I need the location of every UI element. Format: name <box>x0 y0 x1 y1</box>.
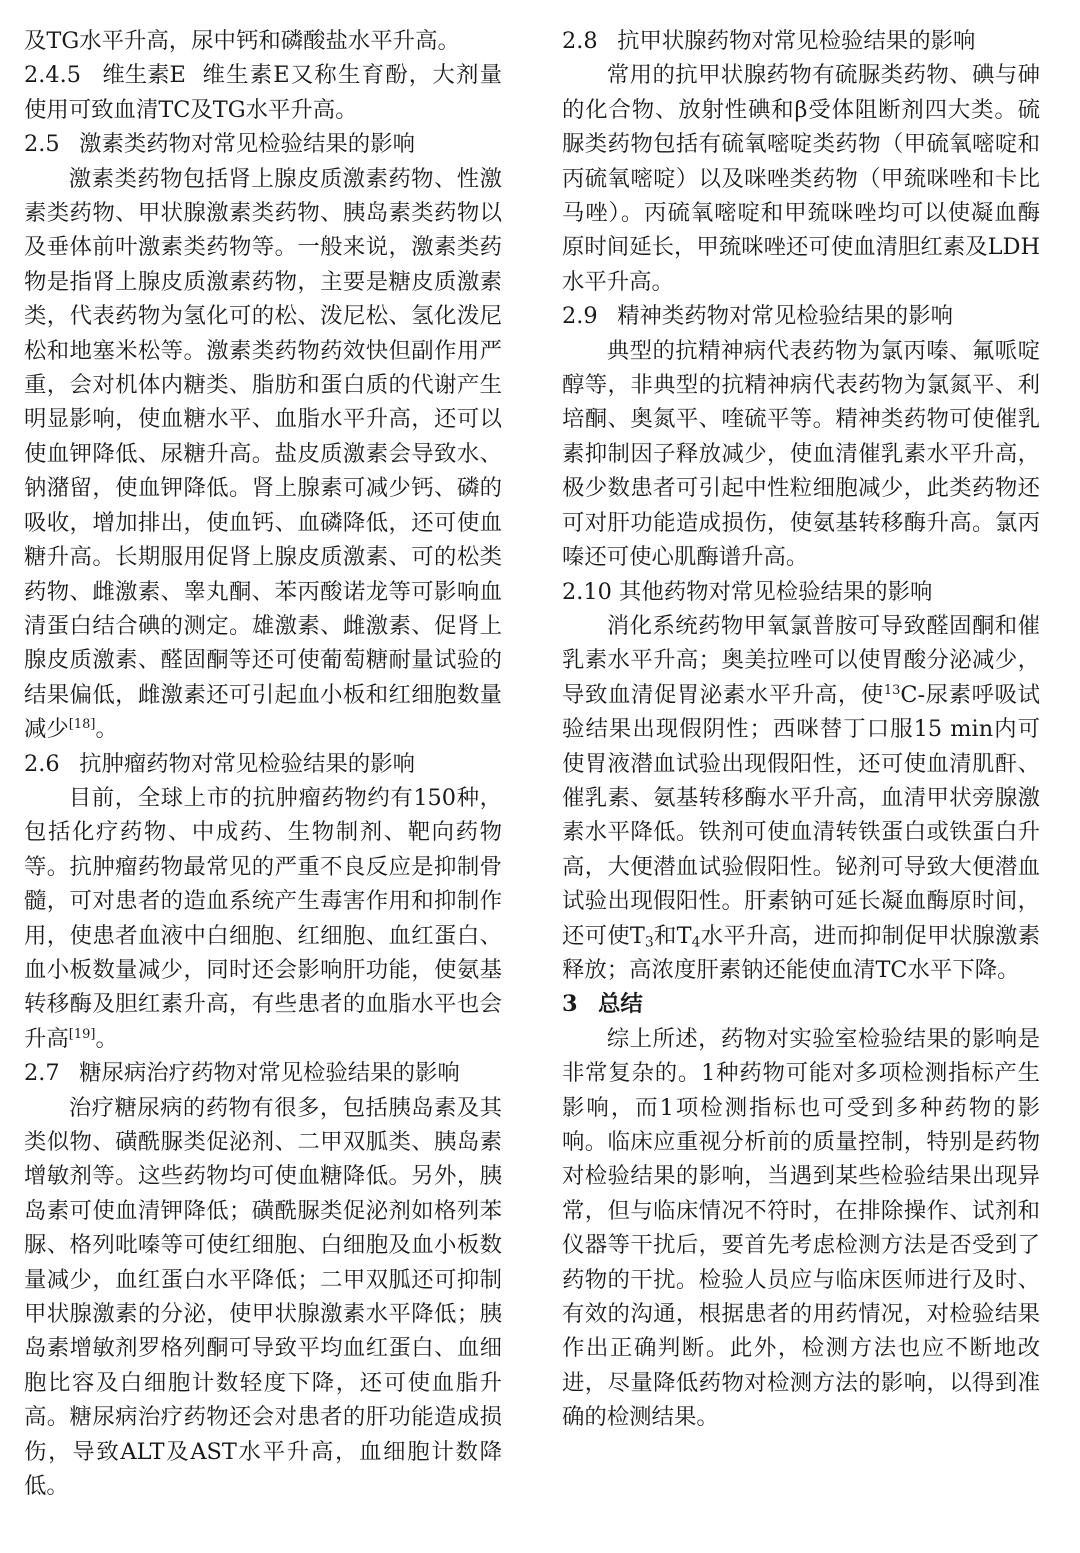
paragraph-2-5 <box>24 162 502 747</box>
heading-number: 2.7 <box>24 1060 60 1087</box>
heading-title: 抗肿瘤药物对常见检验结果的影响 <box>79 750 415 777</box>
heading-number: 2.10 <box>562 578 612 605</box>
heading-title: 激素类药物对常见检验结果的影响 <box>79 131 415 158</box>
heading-title: 其他药物对常见检验结果的影响 <box>618 578 933 605</box>
right-column <box>562 24 1040 1435</box>
heading-title: 精神类药物对常见检验结果的影响 <box>617 303 953 330</box>
paragraph-text: 激素类药物包括肾上腺皮质激素药物、性激素类药物、甲状腺激素类药物、胰岛素类药物以及垂体前叶激素类药物等。一般来说，激素类药物是指肾上腺皮质激素药物，主要是糖皮质激素类，代表药物为氢化可的松、泼尼松、氢化泼尼松和地塞米松等。激素类药物药效快但副作用严重，会对机体内糖类、脂肪和蛋白质的代谢产生明显影响，使血糖水平、血脂水平升高，还可以使血钾降低、尿糖升高。盐皮质激素会导致水、钠潴留，使血钾降低。肾上腺素可减少钙、磷的吸收，增加排出，使血钙、血磷降低，还可使血糖升高。长期服用促肾上腺皮质激素、可的松类药物、雌激素、睾丸酮、苯丙酸诺龙等可影响血清蛋白结合碘的测定。雄激素、雌激素、促肾上腺皮质激素、醛固酮等还可使葡萄糖耐量试验的结果偏低，雌激素还可引起血小板和红细胞数量减少 <box>24 165 502 743</box>
heading-number: 2.4.5 <box>24 62 81 89</box>
paragraph-3: 综上所述，药物对实验室检验结果的影响是非常复杂的。1种药物可能对多项检测指标产生影响，而1项检测指标也可受到多种药物的影响。临床应重视分析前的质量控制，特别是药物对检验结果的影响，当遇到某些检验结果出现异常，但与临床情况不符时，在排除操作、试剂和仪器等干扰后，要首先考虑检测方法是否受到了药物的干扰。检验人员应与临床医师进行及时、有效的沟通，根据患者的用药情况，对检验结果作出正确判断。此外，检测方法也应不断地改进，尽量降低药物对检测方法的影响，以得到准确的检测结果。 <box>562 1025 1040 1431</box>
paragraph-2-10 <box>562 609 1040 987</box>
heading-number: 2.9 <box>562 303 598 330</box>
heading-title: 维生素E <box>102 62 186 89</box>
subsection-text: 维生素E又称生育酚，大剂量使用可致血清TC及TG水平升高。 <box>24 62 502 123</box>
subscript-3: 3 <box>644 934 654 951</box>
reference-19: [19] <box>68 1026 96 1042</box>
section-heading-2-10 <box>562 575 1040 609</box>
heading-number: 2.8 <box>562 28 598 54</box>
subsection-heading <box>24 58 186 92</box>
paragraph-text: 目前，全球上市的抗肿瘤药物约有150种，包括化疗药物、中成药、生物制剂、靶向药物等。抗肿瘤药物最常见的严重不良反应是抑制骨髓，可对患者的造血系统产生毒害作用和抑制作用，使患者血液中白细胞、红细胞、血红蛋白、血小板数量减少，同时还会影响肝功能，使氨基转移酶及胆红素升高，有些患者的血脂水平也会升高 <box>24 784 502 1052</box>
paragraph-continued: 及TG水平升高，尿中钙和磷酸盐水平升高。 <box>24 28 460 54</box>
reference-18: [18] <box>68 717 96 733</box>
left-column <box>24 24 502 1503</box>
paragraph-2-8: 常用的抗甲状腺药物有硫脲类药物、碘与砷的化合物、放射性碘和β受体阻断剂四大类。硫脲类药物包括有硫氧嘧啶类药物（甲硫氧嘧啶和丙硫氧嘧啶）以及咪唑类药物（甲巯咪唑和卡比马唑）。丙硫氧嘧啶和甲巯咪唑均可以使凝血酶原时间延长，甲巯咪唑还可使血清胆红素及LDH水平升高。 <box>562 62 1040 295</box>
paragraph-text: 和T <box>653 922 692 949</box>
subscript-4: 4 <box>691 934 701 951</box>
section-heading-2-5 <box>24 127 502 161</box>
paragraph-text: C-尿素呼吸试验结果出现假阴性；西咪替丁口服15 min内可使胃液潜血试验出现假阳性，还可使血清肌酐、催乳素、氨基转移酶水平升高，血清甲状旁腺激素水平降低。铁剂可使血清转铁蛋白或铁蛋白升高，大便潜血试验假阳性。铋剂可导致大便潜血试验出现假阳性。肝素钠可延长凝血酶原时间，还可使T <box>562 681 1041 949</box>
heading-title: 抗甲状腺药物对常见检验结果的影响 <box>617 28 976 54</box>
section-heading-2-8 <box>562 24 1040 58</box>
paragraph-2-6 <box>24 781 502 1056</box>
heading-title: 糖尿病治疗药物对常见检验结果的影响 <box>79 1060 460 1087</box>
section-heading-2-6 <box>24 747 502 781</box>
paragraph-2-9: 典型的抗精神病代表药物为氯丙嗪、氟哌啶醇等，非典型的抗精神病代表药物为氯氮平、利培酮、奥氮平、喹硫平等。精神类药物可使催乳素抑制因子释放减少，使血清催乳素水平升高，极少数患者可引起中性粒细胞减少，此类药物还可对肝功能造成损伤，使氨基转移酶升高。氯丙嗪还可使心肌酶谱升高。 <box>562 337 1040 571</box>
paragraph-2-7: 治疗糖尿病的药物有很多，包括胰岛素及其类似物、磺酰脲类促泌剂、二甲双胍类、胰岛素增敏剂等。这些药物均可使血糖降低。另外，胰岛素可使血清钾降低；磺酰脲类促泌剂如格列苯脲、格列吡嗪等可使红细胞、白细胞及血小板数量减少，血红蛋白水平降低；二甲双胍还可抑制甲状腺激素的分泌，使甲状腺激素水平降低；胰岛素增敏剂罗格列酮可导致平均血红蛋白、血细胞比容及白细胞计数轻度下降，还可使血脂升高。糖尿病治疗药物还会对患者的肝功能造成损伤，导致ALT及AST水平升高，血细胞计数降低。 <box>24 1094 502 1500</box>
paragraph-end: 。 <box>95 716 118 743</box>
heading-number: 3 <box>562 991 578 1018</box>
section-heading-2-7 <box>24 1056 502 1090</box>
heading-number: 2.5 <box>24 131 60 158</box>
paragraph-end: 。 <box>95 1025 118 1052</box>
paragraph-text: 水平升高，进而抑制促甲状腺激素释放；高浓度肝素钠还能使血清TC水平下降。 <box>562 922 1041 983</box>
heading-number: 2.6 <box>24 750 60 777</box>
subsection-2-4-5 <box>24 58 502 127</box>
section-heading-2-9 <box>562 299 1040 333</box>
paragraph-text: 消化系统药物甲氧氯普胺可导致醛固酮和催乳素水平升高；奥美拉唑可以使胃酸分泌减少，导致血清促胃泌素水平升高，使 <box>562 612 1040 708</box>
heading-title: 总结 <box>598 991 643 1018</box>
superscript-13: 13 <box>883 682 901 698</box>
section-heading-3 <box>562 987 1040 1021</box>
